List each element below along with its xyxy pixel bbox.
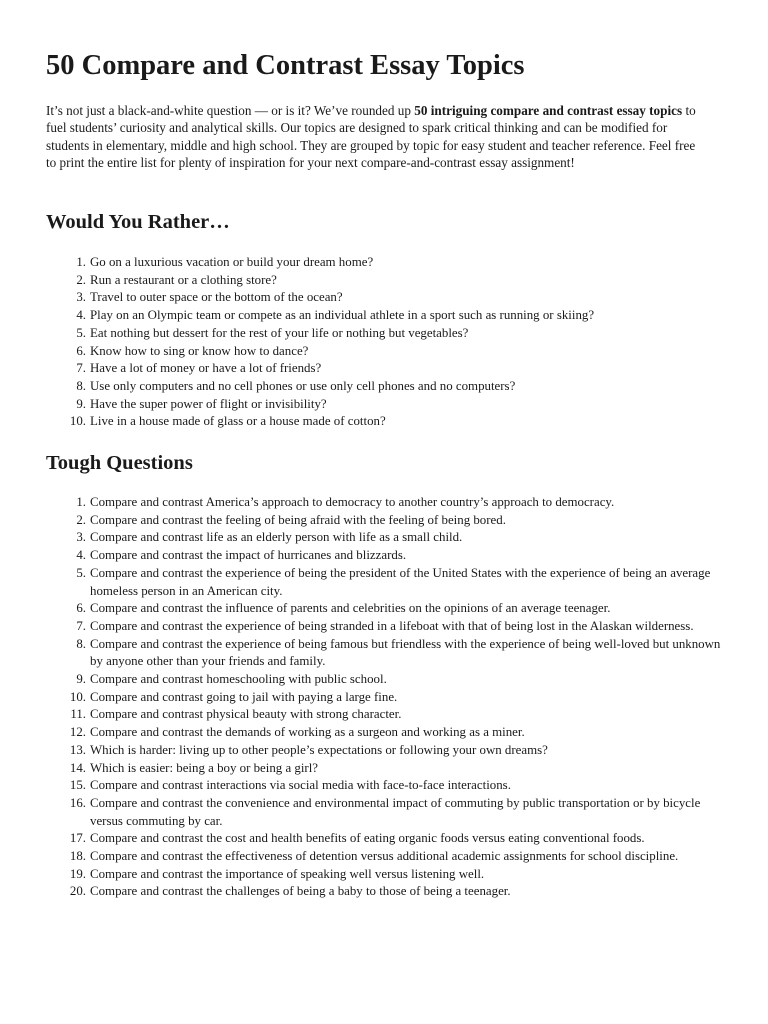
list-item-text: Use only computers and no cell phones or use only cell phones and no computers? xyxy=(90,378,516,393)
list-item xyxy=(46,689,726,707)
list-item-text: Play on an Olympic team or compete as an individual athlete in a sport such as running or skiing? xyxy=(90,308,595,323)
list-item-text: Compare and contrast the convenience and environmental impact of commuting by public transportation or by bicycle versus commuting by car. xyxy=(90,795,701,828)
list-item-text: Live in a house made of glass or a house made of cotton? xyxy=(90,414,386,429)
intro-bold-text: 50 intriguing compare and contrast essay topics xyxy=(414,103,683,118)
list-item-number: 6. xyxy=(76,601,86,616)
list-item-number: 5. xyxy=(76,325,86,340)
list-item-text: Travel to outer space or the bottom of the ocean? xyxy=(90,290,343,305)
list-item xyxy=(46,760,726,778)
would-you-rather-list xyxy=(46,254,726,431)
list-item xyxy=(46,413,726,431)
list-item-text: Compare and contrast homeschooling with public school. xyxy=(90,672,387,687)
section-heading-tough-questions: Tough Questions xyxy=(46,452,193,474)
list-item xyxy=(46,360,726,378)
list-item xyxy=(46,706,726,724)
list-item-text: Compare and contrast physical beauty with strong character. xyxy=(90,707,402,722)
list-item-text: Compare and contrast life as an elderly person with life as a small child. xyxy=(90,530,463,545)
list-item xyxy=(46,618,726,636)
list-item-number: 8. xyxy=(76,636,86,651)
list-item-number: 8. xyxy=(76,378,86,393)
list-item-number: 13. xyxy=(69,742,86,757)
list-item-text: Compare and contrast the challenges of being a baby to those of being a teenager. xyxy=(90,884,511,899)
list-item xyxy=(46,254,726,272)
list-item-text: Which is harder: living up to other people’s expectations or following your own dreams? xyxy=(90,742,548,757)
list-item-text: Compare and contrast America’s approach to democracy to another country’s approach to democracy. xyxy=(90,495,615,509)
list-item-text: Which is easier: being a boy or being a girl? xyxy=(90,760,319,775)
list-item-number: 12. xyxy=(69,725,86,740)
list-item-number: 16. xyxy=(69,795,86,810)
list-item-text: Compare and contrast the importance of speaking well versus listening well. xyxy=(90,866,485,881)
list-item-text: Compare and contrast going to jail with paying a large fine. xyxy=(90,689,398,704)
list-item-text: Compare and contrast the influence of parents and celebrities on the opinions of an average teenager. xyxy=(90,601,611,616)
list-item-text: Go on a luxurious vacation or build your dream home? xyxy=(90,255,374,269)
list-item-number: 7. xyxy=(76,618,86,633)
list-item xyxy=(46,378,726,396)
list-item-number: 9. xyxy=(76,672,86,687)
list-item xyxy=(46,307,726,325)
list-item-number: 10. xyxy=(69,689,86,704)
list-item-number: 17. xyxy=(69,831,86,846)
list-item-number: 10. xyxy=(69,414,86,429)
list-item-text: Compare and contrast the demands of working as a surgeon and working as a miner. xyxy=(90,725,525,740)
list-item xyxy=(46,547,726,565)
list-item-text: Run a restaurant or a clothing store? xyxy=(90,272,277,287)
page-title: 50 Compare and Contrast Essay Topics xyxy=(46,50,525,81)
list-item-number: 2. xyxy=(76,512,86,527)
list-item-text: Compare and contrast the impact of hurricanes and blizzards. xyxy=(90,548,407,563)
list-item xyxy=(46,866,726,884)
list-item-number: 14. xyxy=(69,760,86,775)
list-item-number: 20. xyxy=(69,884,86,899)
section-heading-would-you-rather: Would You Rather… xyxy=(46,211,230,233)
list-item-number: 6. xyxy=(76,343,86,358)
list-item-text: Have the super power of flight or invisibility? xyxy=(90,396,327,411)
list-item-text: Compare and contrast the feeling of being afraid with the feeling of being bored. xyxy=(90,512,506,527)
list-item xyxy=(46,795,726,830)
list-item-text: Have a lot of money or have a lot of friends? xyxy=(90,361,322,376)
list-item xyxy=(46,343,726,361)
list-item xyxy=(46,636,726,671)
list-item-number: 9. xyxy=(76,396,86,411)
list-item xyxy=(46,529,726,547)
list-item xyxy=(46,565,726,600)
list-item-number: 3. xyxy=(76,290,86,305)
list-item-text: Compare and contrast the experience of being famous but friendless with the experience of being well-loved but unknown by anyone other than your friends and family. xyxy=(90,636,721,669)
list-item-number: 4. xyxy=(76,548,86,563)
list-item xyxy=(46,512,726,530)
list-item-text: Compare and contrast the experience of being the president of the United States with the experience of being an average homeless person in an American city. xyxy=(90,565,711,598)
list-item xyxy=(46,600,726,618)
list-item-number: 4. xyxy=(76,308,86,323)
intro-text-end: to fuel students’ curiosity and analytical skills. Our topics are designed to spark critical thinking and can be modified for students in elementary, middle and high school. They are grouped by topic for easy student and teacher reference. Feel free to print the entire list for plenty of inspiration for your next compare-and-contrast essay assignment! xyxy=(46,103,696,171)
list-item-number: 11. xyxy=(70,707,86,722)
list-item xyxy=(46,777,726,795)
list-item-number: 3. xyxy=(76,530,86,545)
list-item-text: Compare and contrast the cost and health benefits of eating organic foods versus eating conventional foods. xyxy=(90,831,645,846)
list-item-number: 7. xyxy=(76,361,86,376)
list-item-text: Know how to sing or know how to dance? xyxy=(90,343,309,358)
intro-text-start: It’s not just a black-and-white question — or is it? We’ve rounded up xyxy=(46,103,415,118)
list-item xyxy=(46,325,726,343)
list-item xyxy=(46,883,726,901)
list-item-number: 19. xyxy=(69,866,86,881)
list-item xyxy=(46,742,726,760)
list-item-number: 1. xyxy=(76,495,86,509)
list-item xyxy=(46,396,726,414)
list-item xyxy=(46,494,726,512)
list-item-number: 18. xyxy=(69,849,86,864)
list-item-number: 1. xyxy=(76,255,86,269)
list-item-text: Eat nothing but dessert for the rest of your life or nothing but vegetables? xyxy=(90,325,469,340)
list-item xyxy=(46,289,726,307)
list-item xyxy=(46,671,726,689)
intro-paragraph xyxy=(46,102,706,172)
list-item xyxy=(46,272,726,290)
list-item xyxy=(46,724,726,742)
tough-questions-list xyxy=(46,494,726,901)
list-item xyxy=(46,848,726,866)
list-item-text: Compare and contrast interactions via social media with face-to-face interactions. xyxy=(90,778,511,793)
list-item-number: 5. xyxy=(76,565,86,580)
list-item xyxy=(46,830,726,848)
list-item-number: 2. xyxy=(76,272,86,287)
list-item-number: 15. xyxy=(69,778,86,793)
list-item-text: Compare and contrast the effectiveness of detention versus additional academic assignments for school discipline. xyxy=(90,849,679,864)
list-item-text: Compare and contrast the experience of being stranded in a lifeboat with that of being lost in the Alaskan wilderness. xyxy=(90,618,694,633)
